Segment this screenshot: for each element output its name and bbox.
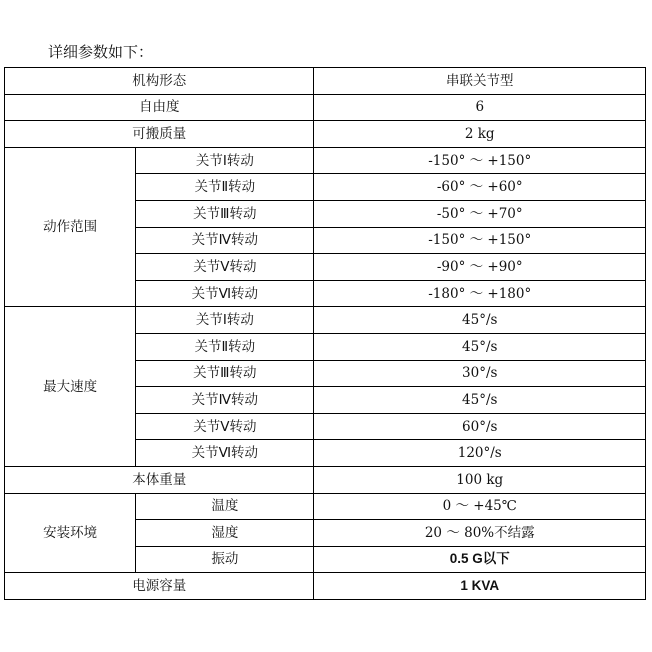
speed-value-6: 120°/s [314,440,646,467]
weight-label: 本体重量 [5,466,314,493]
range-value-4: -150° ～ +150° [314,227,646,254]
speed-joint-3: 关节Ⅲ转动 [136,360,314,387]
speed-label: 最大速度 [5,307,136,467]
speed-joint-5: 关节Ⅴ转动 [136,413,314,440]
weight-value: 100 kg [314,466,646,493]
range-value-2: -60° ～ +60° [314,174,646,201]
environment-label: 安装环境 [5,493,136,573]
payload-value: 2 kg [314,121,646,148]
speed-value-2: 45°/s [314,333,646,360]
mechanism-value: 串联关节型 [314,68,646,95]
environment-value-1: 0 ～ +45℃ [314,493,646,520]
dof-value: 6 [314,94,646,121]
range-value-1: -150° ～ +150° [314,147,646,174]
range-joint-3: 关节Ⅲ转动 [136,200,314,227]
environment-item-1: 温度 [136,493,314,520]
speed-joint-4: 关节Ⅳ转动 [136,387,314,414]
range-value-3: -50° ～ +70° [314,200,646,227]
table-row [5,307,646,334]
speed-value-5: 60°/s [314,413,646,440]
table-row [5,94,646,121]
range-value-5: -90° ～ +90° [314,254,646,281]
mechanism-label: 机构形态 [5,68,314,95]
environment-value-2: 20 ～ 80%不结露 [314,520,646,547]
power-value: 1 KVA [314,573,646,600]
environment-item-2: 湿度 [136,520,314,547]
table-row [5,68,646,95]
speed-value-3: 30°/s [314,360,646,387]
power-label: 电源容量 [5,573,314,600]
range-joint-6: 关节Ⅵ转动 [136,280,314,307]
speed-value-1: 45°/s [314,307,646,334]
range-joint-1: 关节Ⅰ转动 [136,147,314,174]
dof-label: 自由度 [5,94,314,121]
range-joint-5: 关节Ⅴ转动 [136,254,314,281]
speed-value-4: 45°/s [314,387,646,414]
payload-label: 可搬质量 [5,121,314,148]
table-row [5,466,646,493]
environment-value-3: 0.5 G以下 [314,546,646,573]
intro-text: 详细参数如下： [48,43,154,61]
range-value-6: -180° ～ +180° [314,280,646,307]
table-row [5,121,646,148]
table-row [5,493,646,520]
range-label: 动作范围 [5,147,136,307]
speed-joint-1: 关节Ⅰ转动 [136,307,314,334]
environment-item-3: 振动 [136,546,314,573]
range-joint-2: 关节Ⅱ转动 [136,174,314,201]
spec-table [4,67,646,600]
table-row [5,147,646,174]
table-row [5,573,646,600]
speed-joint-2: 关节Ⅱ转动 [136,333,314,360]
range-joint-4: 关节Ⅳ转动 [136,227,314,254]
speed-joint-6: 关节Ⅵ转动 [136,440,314,467]
